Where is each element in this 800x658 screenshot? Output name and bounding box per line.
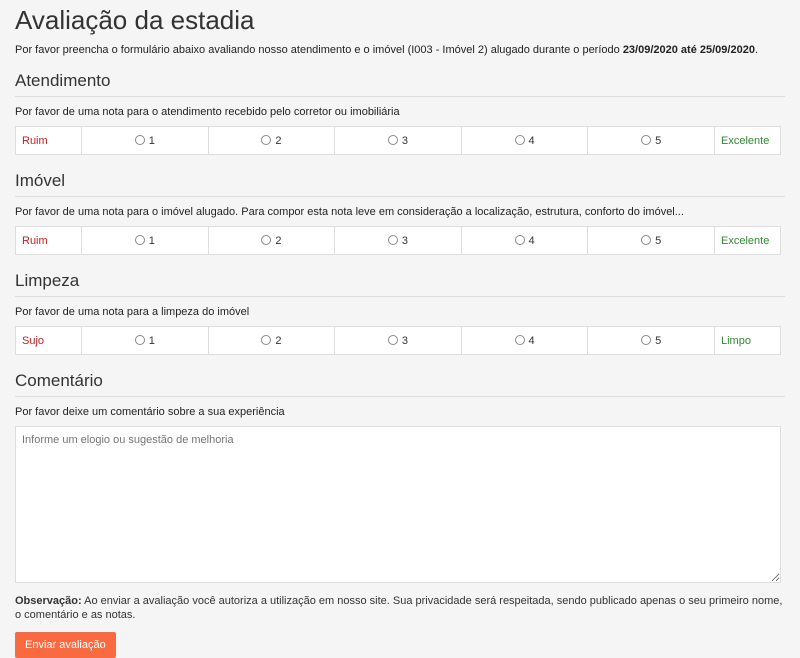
rating-option-label: 1 [148,134,155,147]
note-label: Observação: [15,595,82,607]
radio-button[interactable] [641,235,651,245]
rating-option-label: 2 [275,234,282,247]
radio-button[interactable] [388,135,398,145]
radio-button[interactable] [135,235,145,245]
radio-button[interactable] [515,335,525,345]
rating-option-label: 4 [528,334,535,347]
rating-option-label: 2 [275,134,282,147]
rating-option-label: 1 [148,334,155,347]
rating-low-label: Sujo [16,327,82,355]
rating-option-3[interactable] [335,227,462,255]
rating-option-4[interactable] [461,227,588,255]
radio-button[interactable] [515,235,525,245]
rating-option-3[interactable] [335,127,462,155]
section-description-atendimento: Por favor de uma nota para o atendimento recebido pelo corretor ou imobiliária [15,106,400,118]
rating-option-5[interactable] [588,127,715,155]
note-text: Ao enviar a avaliação você autoriza a utilização em nosso site. Sua privacidade será respeitada, sendo publicado apenas o seu primeiro nome, o comentário e as notas. [15,595,783,621]
rating-option-1[interactable] [82,327,209,355]
comment-description: Por favor deixe um comentário sobre a sua experiência [15,406,285,418]
radio-button[interactable] [388,235,398,245]
rating-option-label: 2 [275,334,282,347]
rating-option-3[interactable] [335,327,462,355]
intro-suffix: . [754,44,758,56]
rating-option-label: 3 [401,134,409,147]
rating-option-label: 5 [655,234,662,247]
page-title: Avaliação da estadia [15,5,255,35]
radio-button[interactable] [641,135,651,145]
rating-option-label: 1 [148,234,155,247]
rating-option-4[interactable] [461,327,588,355]
rating-low-label: Ruim [16,227,82,255]
rating-option-2[interactable] [208,227,335,255]
privacy-note [15,594,785,622]
comment-textarea[interactable] [15,426,781,583]
radio-button[interactable] [515,135,525,145]
rating-table-limpeza [15,326,781,355]
rating-option-2[interactable] [208,327,335,355]
rating-option-label: 5 [655,134,662,147]
rating-high-label: Excelente [715,227,781,255]
rating-option-2[interactable] [208,127,335,155]
radio-button[interactable] [261,335,271,345]
rating-table-atendimento [15,126,781,155]
intro-prefix: Por favor preencha o formulário abaixo avaliando nosso atendimento e o imóvel (I003 - Imóvel 2) alugado durante o período [15,44,623,56]
rating-option-1[interactable] [82,227,209,255]
rating-low-label: Ruim [16,127,82,155]
rating-high-label: Excelente [715,127,781,155]
radio-button[interactable] [641,335,651,345]
rating-table-imovel [15,226,781,255]
section-description-limpeza: Por favor de uma nota para a limpeza do imóvel [15,306,250,318]
section-description-imovel: Por favor de uma nota para o imóvel alugado. Para compor esta nota leve em consideração a localização, estrutura, conforto do imóvel... [15,206,684,218]
submit-button[interactable]: Enviar avaliação [15,632,116,658]
rating-option-label: 4 [528,234,535,247]
intro-text [15,43,785,57]
radio-button[interactable] [261,135,271,145]
section-heading-comentario: Comentário [15,371,785,397]
rating-option-5[interactable] [588,227,715,255]
rating-option-4[interactable] [461,127,588,155]
rating-option-label: 3 [401,334,409,347]
rating-option-1[interactable] [82,127,209,155]
rating-option-label: 3 [401,234,409,247]
rating-option-5[interactable] [588,327,715,355]
section-heading-limpeza: Limpeza [15,271,785,297]
rating-option-label: 5 [655,334,662,347]
intro-period: 23/09/2020 até 25/09/2020 [622,44,755,56]
section-heading-imovel: Imóvel [15,171,785,197]
radio-button[interactable] [135,335,145,345]
section-heading-atendimento: Atendimento [15,71,785,97]
rating-option-label: 4 [528,134,535,147]
radio-button[interactable] [261,235,271,245]
radio-button[interactable] [135,135,145,145]
radio-button[interactable] [388,335,398,345]
rating-high-label: Limpo [715,327,781,355]
